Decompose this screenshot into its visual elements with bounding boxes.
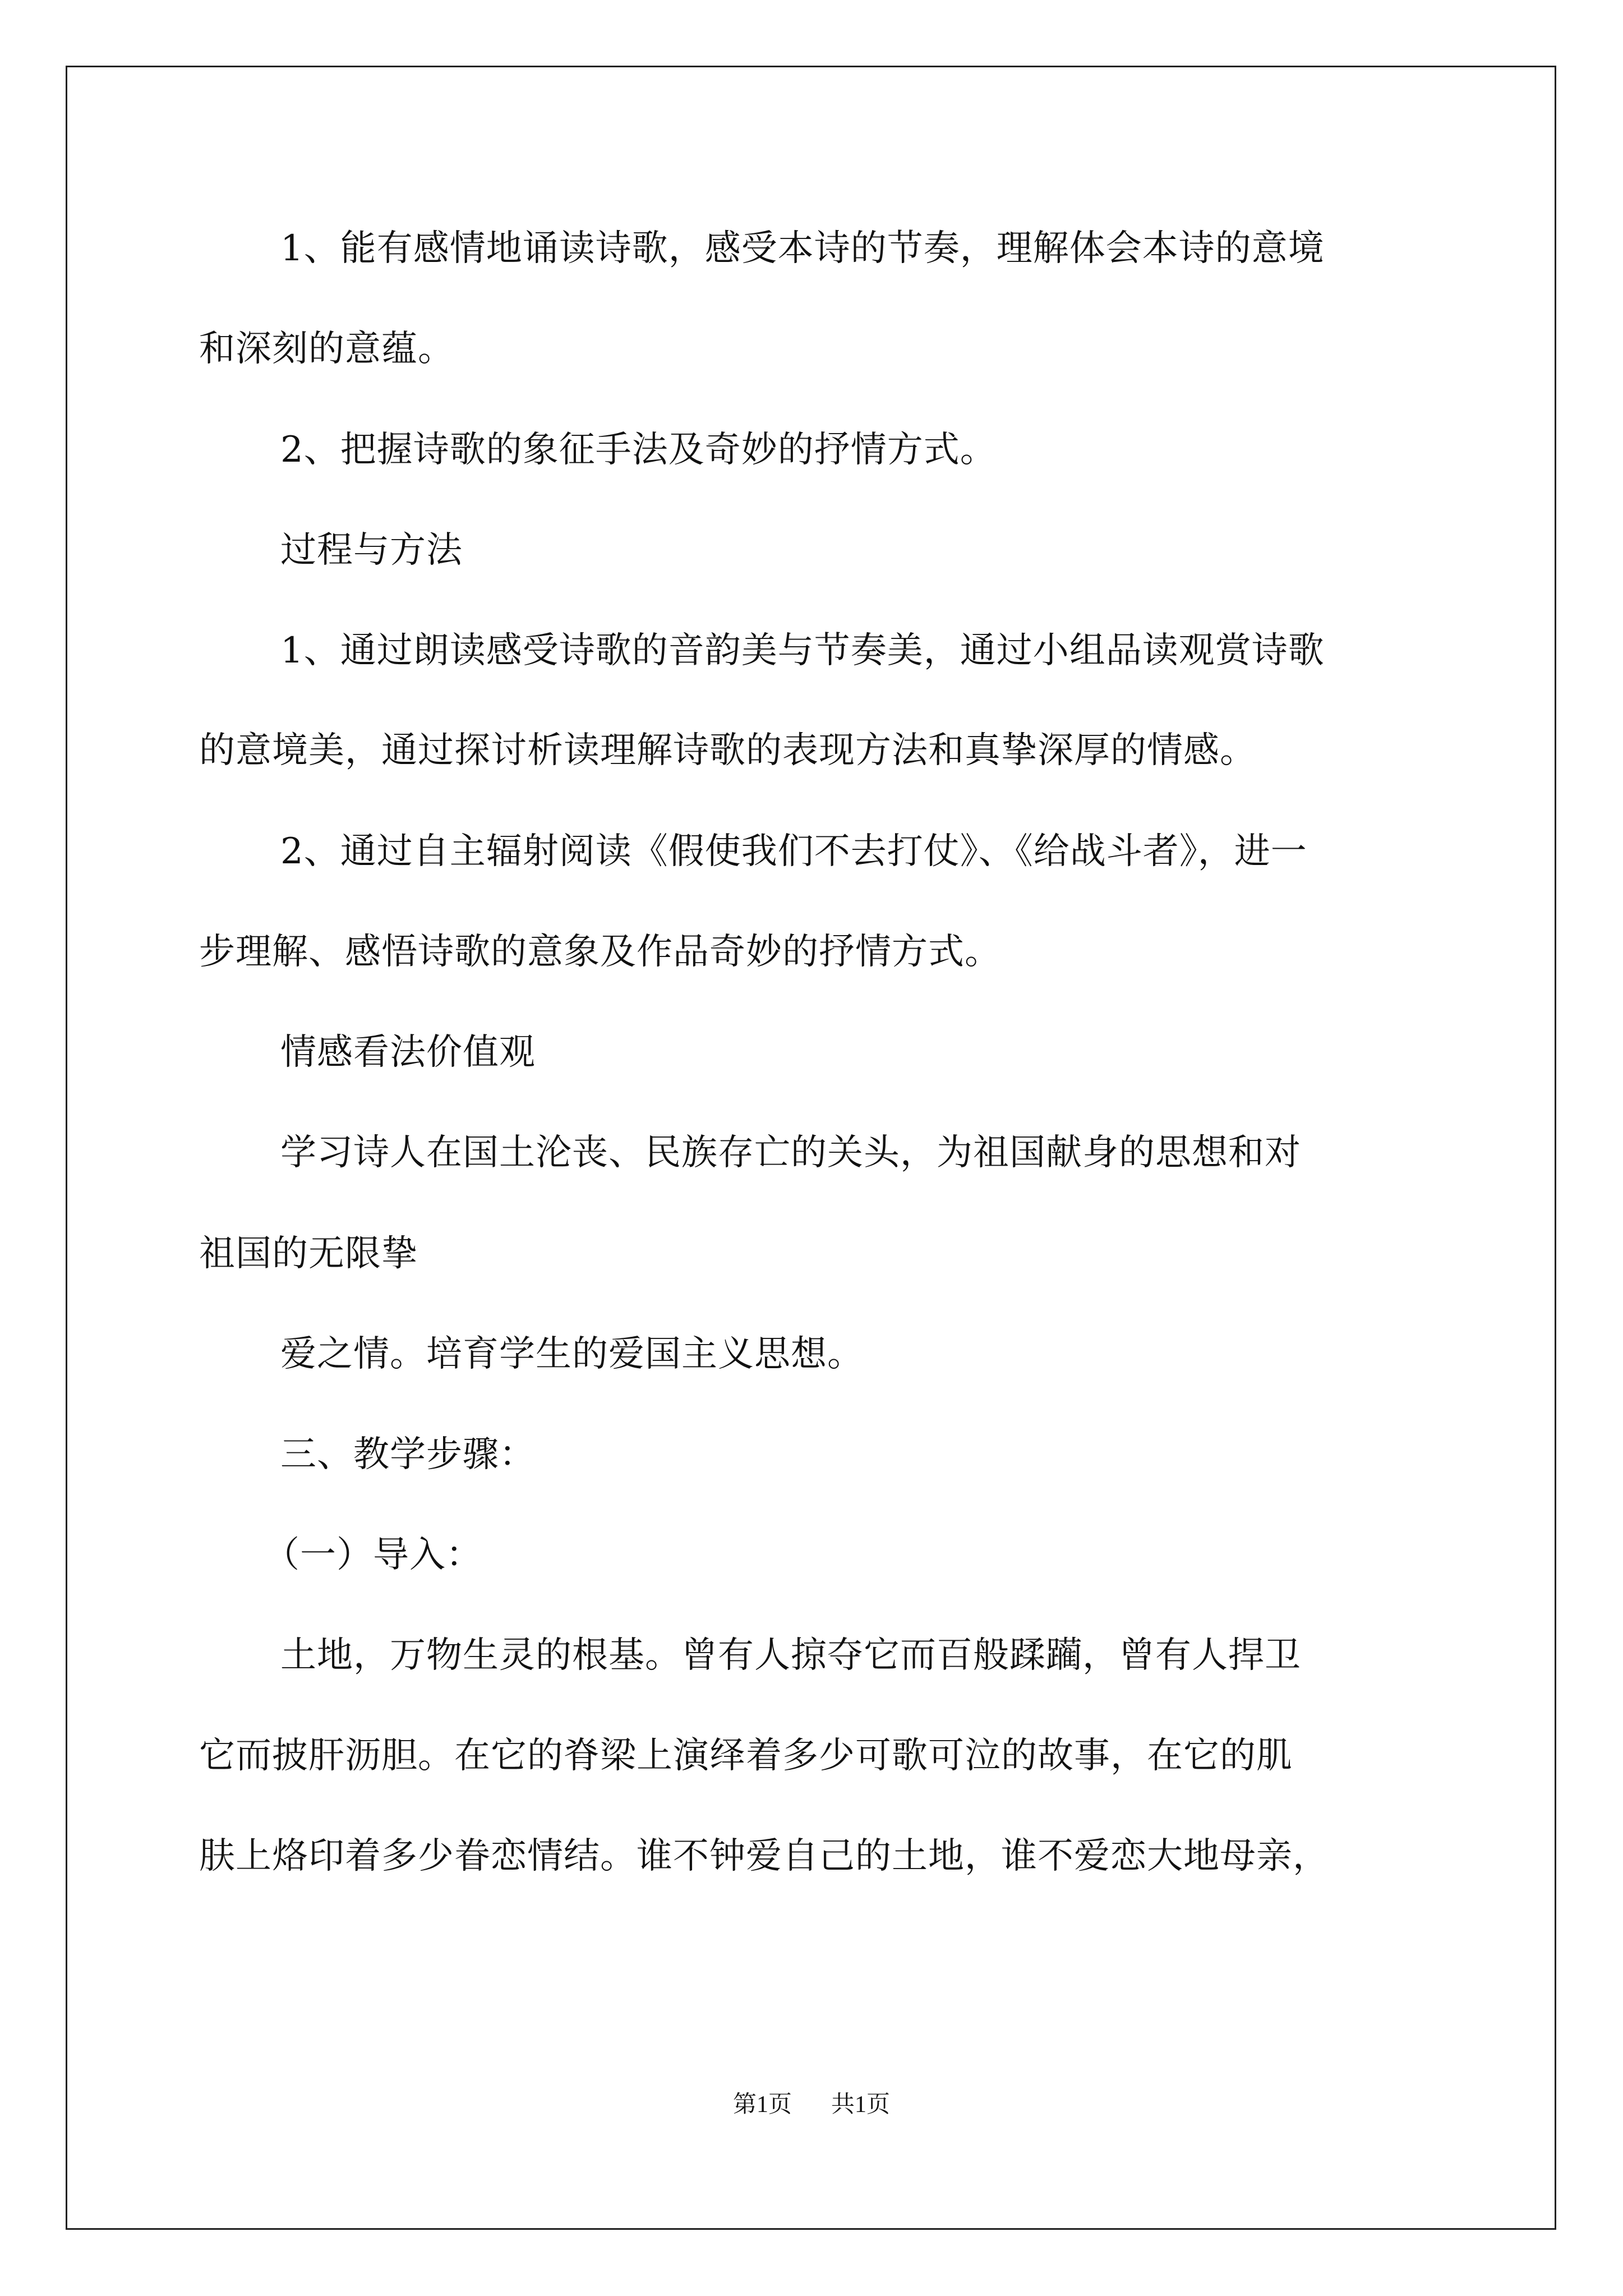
objective-1-line-1: 1、能有感情地诵读诗歌，感受本诗的节奏，理解体会本诗的意境 — [280, 228, 1325, 269]
heading-values: 情感看法价值观 — [280, 1032, 536, 1073]
method-1-line-2: 的意境美，通过探讨析读理解诗歌的表现方法和真挚深厚的情感。 — [199, 730, 1256, 771]
heading-process-method: 过程与方法 — [280, 530, 463, 571]
page-footer — [0, 2088, 1623, 2122]
page-number: 第1页 — [732, 2092, 792, 2118]
page-total: 共1页 — [831, 2092, 891, 2118]
intro-line-1: 土地，万物生灵的根基。曾有人掠夺它而百般蹂躏，曾有人捍卫 — [280, 1635, 1301, 1676]
intro-line-2: 它而披肝沥胆。在它的脊梁上演绎着多少可歌可泣的故事，在它的肌 — [199, 1735, 1293, 1777]
method-2-line-2: 步理解、感悟诗歌的意象及作品奇妙的抒情方式。 — [199, 931, 1001, 973]
values-line-3: 爱之情。培育学生的爱国主义思想。 — [280, 1333, 864, 1375]
method-2-line-1: 2、通过自主辐射阅读《假使我们不去打仗》、《给战斗者》，进一 — [280, 831, 1307, 872]
values-line-1: 学习诗人在国土沦丧、民族存亡的关头，为祖国献身的思想和对 — [280, 1132, 1301, 1174]
objective-2: 2、把握诗歌的象征手法及奇妙的抒情方式。 — [280, 429, 997, 471]
heading-teaching-steps: 三、教学步骤： — [280, 1434, 536, 1475]
method-1-line-1: 1、通过朗读感受诗歌的音韵美与节奏美，通过小组品读观赏诗歌 — [280, 630, 1325, 671]
intro-line-3: 肤上烙印着多少眷恋情结。谁不钟爱自己的土地，谁不爱恋大地母亲， — [199, 1835, 1329, 1877]
heading-introduction: （一）导入： — [264, 1534, 482, 1576]
objective-1-line-2: 和深刻的意蕴。 — [199, 328, 454, 370]
values-line-2: 祖国的无限挚 — [199, 1233, 418, 1274]
